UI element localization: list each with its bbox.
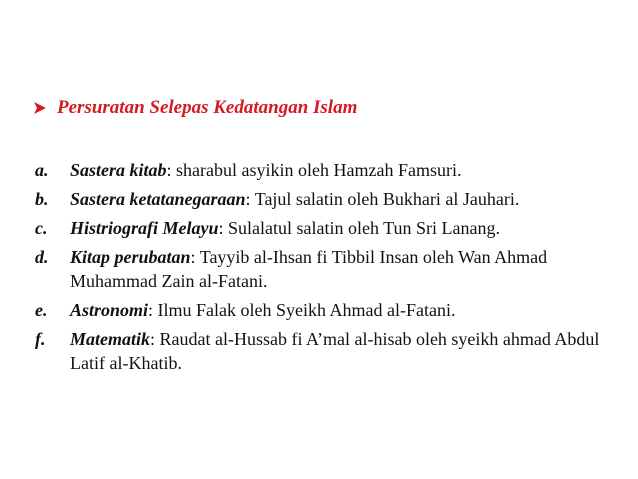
list-item [35, 327, 605, 375]
item-term: Histriografi Melayu [70, 218, 219, 238]
list-item [35, 298, 605, 322]
list-marker: a. [35, 160, 49, 180]
item-text: : Tajul salatin oleh Bukhari al Jauhari. [245, 189, 520, 209]
item-list [35, 158, 605, 380]
section-heading-text: Persuratan Selepas Kedatangan Islam [57, 97, 358, 118]
list-item [35, 245, 605, 293]
arrow-bullet-icon [33, 101, 47, 115]
list-marker: d. [35, 247, 49, 267]
list-item [35, 158, 605, 182]
section-heading [33, 97, 357, 119]
item-text: : Tayyib al-Ihsan fi Tibbil Insan oleh Wan Ahmad Muhammad Zain al-Fatani. [70, 247, 548, 291]
item-term: Astronomi [70, 300, 149, 320]
item-text: : Sulalatul salatin oleh Tun Sri Lanang. [218, 218, 501, 238]
list-marker: f. [35, 329, 46, 349]
item-term: Sastera ketatanegaraan [70, 189, 246, 209]
item-text: : sharabul asyikin oleh Hamzah Famsuri. [166, 160, 462, 180]
item-term: Kitap perubatan [70, 247, 191, 267]
list-marker: e. [35, 300, 48, 320]
list-marker: c. [35, 218, 48, 238]
item-text: : Ilmu Falak oleh Syeikh Ahmad al-Fatani. [148, 300, 456, 320]
list-item [35, 216, 605, 240]
item-term: Matematik [70, 329, 150, 349]
list-marker: b. [35, 189, 49, 209]
list-item [35, 187, 605, 211]
item-text: : Raudat al-Hussab fi A’mal al-hisab oleh syeikh ahmad Abdul Latif al-Khatib. [70, 329, 600, 373]
item-term: Sastera kitab [70, 160, 167, 180]
